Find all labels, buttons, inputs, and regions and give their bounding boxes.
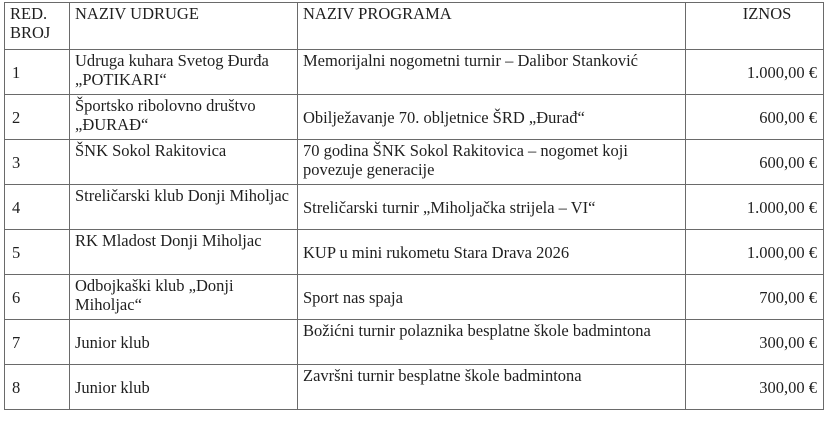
row-org: ŠNK Sokol Rakitovica bbox=[70, 140, 298, 185]
header-num: RED. BROJ bbox=[5, 3, 70, 50]
table-row bbox=[5, 365, 824, 410]
row-org: Junior klub bbox=[70, 320, 298, 365]
row-program: Sport nas spaja bbox=[298, 275, 686, 320]
row-amount: 700,00 € bbox=[686, 275, 824, 320]
grants-table bbox=[4, 2, 824, 410]
row-program: Streličarski turnir „Miholjačka strijela – VI“ bbox=[298, 185, 686, 230]
row-org: RK Mladost Donji Miholjac bbox=[70, 230, 298, 275]
row-amount: 300,00 € bbox=[686, 365, 824, 410]
header-program: NAZIV PROGRAMA bbox=[298, 3, 686, 50]
row-amount: 600,00 € bbox=[686, 95, 824, 140]
header-org: NAZIV UDRUGE bbox=[70, 3, 298, 50]
row-program: Obilježavanje 70. obljetnice ŠRD „Đurađ“ bbox=[298, 95, 686, 140]
table-row bbox=[5, 95, 824, 140]
table-body bbox=[5, 50, 824, 410]
row-amount: 1.000,00 € bbox=[686, 185, 824, 230]
row-program: Božićni turnir polaznika besplatne škole badmintona bbox=[298, 320, 686, 365]
header-amount: IZNOS bbox=[686, 3, 824, 50]
row-num: 6 bbox=[5, 275, 70, 320]
row-num: 8 bbox=[5, 365, 70, 410]
row-program: 70 godina ŠNK Sokol Rakitovica – nogomet koji povezuje generacije bbox=[298, 140, 686, 185]
row-amount: 1.000,00 € bbox=[686, 50, 824, 95]
table-header bbox=[5, 3, 824, 50]
header-row bbox=[5, 3, 824, 50]
row-num: 7 bbox=[5, 320, 70, 365]
row-org: Športsko ribolovno društvo „ĐURAĐ“ bbox=[70, 95, 298, 140]
table-row bbox=[5, 320, 824, 365]
row-org: Streličarski klub Donji Miholjac bbox=[70, 185, 298, 230]
table-row bbox=[5, 230, 824, 275]
row-amount: 300,00 € bbox=[686, 320, 824, 365]
row-num: 3 bbox=[5, 140, 70, 185]
row-num: 5 bbox=[5, 230, 70, 275]
row-num: 4 bbox=[5, 185, 70, 230]
row-amount: 1.000,00 € bbox=[686, 230, 824, 275]
row-amount: 600,00 € bbox=[686, 140, 824, 185]
row-org: Junior klub bbox=[70, 365, 298, 410]
row-org: Udruga kuhara Svetog Đurđa „POTIKARI“ bbox=[70, 50, 298, 95]
table-row bbox=[5, 140, 824, 185]
row-program: Memorijalni nogometni turnir – Dalibor Stanković bbox=[298, 50, 686, 95]
row-program: Završni turnir besplatne škole badmintona bbox=[298, 365, 686, 410]
row-org: Odbojkaški klub „Donji Miholjac“ bbox=[70, 275, 298, 320]
row-num: 1 bbox=[5, 50, 70, 95]
row-program: KUP u mini rukometu Stara Drava 2026 bbox=[298, 230, 686, 275]
table-row bbox=[5, 185, 824, 230]
table-row bbox=[5, 50, 824, 95]
table-row bbox=[5, 275, 824, 320]
row-num: 2 bbox=[5, 95, 70, 140]
